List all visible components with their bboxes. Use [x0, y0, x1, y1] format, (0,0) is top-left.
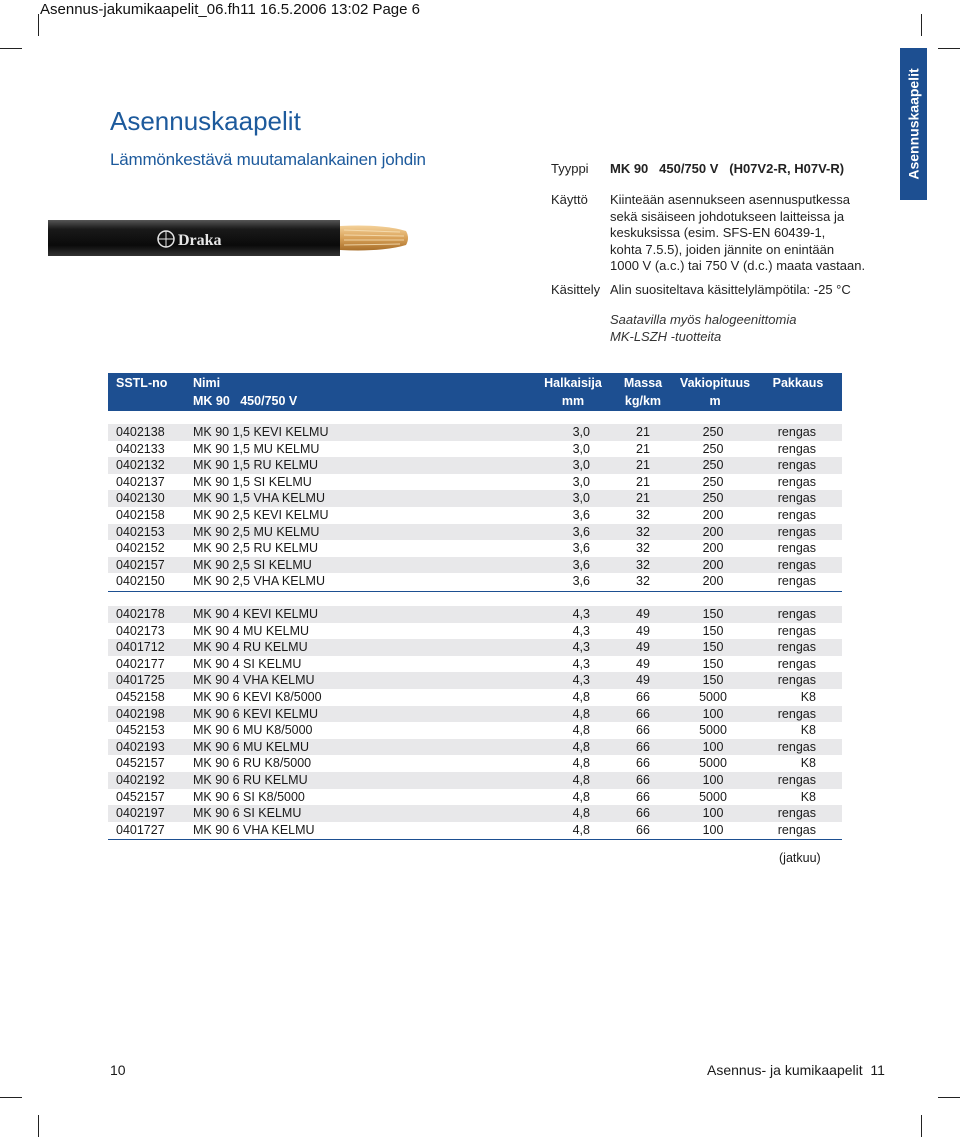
table-cell: MK 90 4 KEVI KELMU [193, 607, 319, 621]
table-row [108, 623, 842, 640]
table-cell: MK 90 1,5 RU KELMU [193, 458, 319, 473]
tyyppi-label: Tyyppi [551, 161, 589, 176]
table-cell: rengas [777, 441, 816, 456]
table-cell: 49 [636, 640, 650, 655]
crop-mark [38, 14, 39, 36]
table-cell: MK 90 6 RU K8/5000 [193, 756, 312, 771]
table-cell: 3,6 [572, 574, 590, 589]
table-cell: 150 [702, 656, 724, 671]
table-cell: 250 [702, 491, 724, 506]
page-number: 10 [110, 1062, 126, 1078]
table-cell: 0402198 [116, 706, 165, 721]
header-diameter-unit: mm [561, 394, 585, 408]
table-cell: 4,8 [572, 756, 590, 771]
table-cell: 3,6 [572, 541, 590, 556]
table-cell: 21 [636, 491, 650, 506]
table-cell: MK 90 4 SI KELMU [193, 656, 302, 671]
table-cell: 5000 [699, 690, 727, 704]
table-cell: 3,6 [572, 508, 590, 522]
printer-slug: Asennus-jakumikaapelit_06.fh11 16.5.2006 13:02 Page 6 [40, 1, 421, 18]
header-name: Nimi [193, 376, 221, 390]
header-code: SSTL-no [116, 376, 168, 390]
table-cell: 21 [636, 425, 650, 439]
table-row [108, 424, 842, 441]
table-row [108, 755, 842, 772]
cable-image [48, 218, 410, 258]
crop-mark [921, 14, 922, 36]
table-cell: 32 [636, 557, 650, 572]
table-cell: 3,0 [572, 491, 590, 506]
group-divider [108, 839, 842, 840]
table-cell: 150 [702, 623, 724, 638]
table-cell: 200 [702, 541, 724, 556]
table-cell: 66 [636, 706, 650, 721]
table-row [108, 722, 842, 739]
table-cell: MK 90 1,5 SI KELMU [193, 474, 312, 489]
table-cell: 100 [702, 773, 724, 787]
table-row [108, 507, 842, 524]
table-cell: 4,8 [572, 806, 590, 821]
table-cell: 0402150 [116, 574, 165, 589]
table-cell: 100 [702, 739, 724, 754]
table-cell: rengas [777, 822, 816, 837]
section-side-tab [900, 48, 927, 200]
table-row [108, 540, 842, 557]
table-row [108, 557, 842, 574]
header-package: Pakkaus [772, 376, 824, 390]
table-cell: 150 [702, 673, 724, 688]
table-cell: 4,3 [572, 623, 590, 638]
table-cell: 32 [636, 541, 650, 556]
table-cell: 66 [636, 739, 650, 754]
side-tab-label: Asennuskaapelit [905, 68, 922, 180]
table-cell: 4,8 [572, 773, 590, 787]
table-row [108, 805, 842, 822]
table-cell: rengas [777, 806, 816, 821]
table-cell: rengas [777, 508, 816, 522]
table-cell: 100 [702, 806, 724, 821]
table-row [108, 474, 842, 491]
table-row [108, 457, 842, 474]
table-header [108, 373, 842, 411]
table-cell: 0452157 [116, 789, 165, 804]
table-cell: 200 [702, 557, 724, 572]
table-cell: 200 [702, 574, 724, 589]
table-cell: 5000 [699, 789, 727, 804]
kasittely-value: Alin suositeltava käsittelylämpötila: -25 °C [610, 282, 851, 297]
table-cell: MK 90 6 MU K8/5000 [193, 723, 313, 738]
table-cell: 0402178 [116, 607, 165, 621]
table-cell: 0402173 [116, 623, 165, 638]
table-cell: 66 [636, 789, 650, 804]
table-cell: MK 90 2,5 SI KELMU [193, 557, 312, 572]
table-cell: 0402137 [116, 474, 165, 489]
table-row [108, 573, 842, 590]
table-cell: 5000 [699, 756, 727, 771]
table-cell: rengas [777, 773, 816, 787]
table-cell: rengas [777, 656, 816, 671]
table-cell: 3,0 [572, 441, 590, 456]
table-cell: rengas [777, 739, 816, 754]
table-cell: 66 [636, 822, 650, 837]
table-cell: 4,3 [572, 607, 590, 621]
table-cell: 250 [702, 441, 724, 456]
header-mass-unit: kg/km [624, 394, 662, 408]
table-cell: K8 [800, 690, 816, 704]
table-cell: rengas [777, 574, 816, 589]
table-cell: rengas [777, 491, 816, 506]
table-cell: 3,0 [572, 458, 590, 473]
table-cell: 21 [636, 474, 650, 489]
table-cell: rengas [777, 474, 816, 489]
table-cell: 4,8 [572, 739, 590, 754]
table-cell: MK 90 4 MU KELMU [193, 623, 310, 638]
table-row [108, 656, 842, 673]
table-row [108, 606, 842, 623]
page-subtitle: Lämmönkestävä muutamalankainen johdin [110, 150, 426, 169]
table-cell: MK 90 6 MU KELMU [193, 739, 310, 754]
kasittely-label: Käsittely [551, 282, 601, 297]
header-mass: Massa [623, 376, 663, 390]
table-cell: 4,8 [572, 723, 590, 738]
table-cell: 100 [702, 822, 724, 837]
table-cell: MK 90 6 KEVI KELMU [193, 706, 319, 721]
table-cell: 32 [636, 508, 650, 522]
table-cell: 0402138 [116, 425, 165, 439]
tyyppi-value: MK 90 450/750 V (H07V2-R, H07V-R) [610, 161, 845, 176]
availability-note: Saatavilla myös halogeenittomia MK-LSZH -tuotteita [610, 312, 797, 344]
table-cell: 200 [702, 508, 724, 522]
table-cell: rengas [777, 524, 816, 539]
table-cell: 0401725 [116, 673, 165, 688]
kaytto-label: Käyttö [551, 192, 588, 207]
group-divider [108, 591, 842, 592]
table-cell: MK 90 1,5 KEVI KELMU [193, 425, 329, 439]
crop-mark [938, 48, 960, 49]
table-cell: 21 [636, 441, 650, 456]
table-cell: 32 [636, 574, 650, 589]
table-cell: MK 90 2,5 RU KELMU [193, 541, 319, 556]
table-cell: rengas [777, 557, 816, 572]
table-cell: 0452153 [116, 723, 165, 738]
table-cell: MK 90 2,5 MU KELMU [193, 524, 320, 539]
table-row [108, 490, 842, 507]
table-cell: 250 [702, 425, 724, 439]
table-cell: 100 [702, 706, 724, 721]
table-cell: 0402132 [116, 458, 165, 473]
table-row [108, 706, 842, 723]
table-cell: 0401712 [116, 640, 165, 655]
table-row [108, 822, 842, 839]
table-cell: 4,3 [572, 656, 590, 671]
publication-name: Asennus- ja kumikaapelit 11 [707, 1062, 885, 1078]
table-cell: 200 [702, 524, 724, 539]
table-cell: 0402197 [116, 806, 165, 821]
table-cell: K8 [800, 723, 816, 738]
table-cell: 3,0 [572, 474, 590, 489]
header-length: Vakiopituus [679, 376, 751, 390]
table-cell: 0402152 [116, 541, 165, 556]
table-cell: 5000 [699, 723, 727, 738]
table-cell: rengas [777, 458, 816, 473]
table-cell: rengas [777, 425, 816, 439]
table-cell: 3,0 [572, 425, 590, 439]
kaytto-value: Kiinteään asennukseen asennusputkessa sekä sisäiseen johdotukseen laitteissa ja keskuksissa (esim. SFS-EN 60439-1, kohta 7.5.5), joiden jännite on enintään 1000 V (a.c.) tai 750 V (d.c.) maata vastaan. [610, 192, 866, 273]
table-cell: 66 [636, 773, 650, 787]
table-cell: 4,8 [572, 789, 590, 804]
header-name-sub: MK 90 450/750 V [193, 394, 298, 408]
table-cell: 49 [636, 607, 650, 621]
table-cell: rengas [777, 623, 816, 638]
table-cell: rengas [777, 607, 816, 621]
table-cell: K8 [800, 789, 816, 804]
table-cell: 0402153 [116, 524, 165, 539]
table-cell: 0402158 [116, 508, 165, 522]
crop-mark [921, 1115, 922, 1137]
table-cell: MK 90 4 RU KELMU [193, 640, 308, 655]
table-cell: 49 [636, 656, 650, 671]
table-cell: 0402193 [116, 739, 165, 754]
table-cell: MK 90 6 VHA KELMU [193, 822, 315, 837]
table-cell: MK 90 2,5 VHA KELMU [193, 574, 326, 589]
table-cell: rengas [777, 706, 816, 721]
table-cell: 0452158 [116, 690, 165, 704]
table-cell: MK 90 6 SI K8/5000 [193, 789, 305, 804]
table-cell: rengas [777, 541, 816, 556]
table-cell: 4,8 [572, 690, 590, 704]
table-row [108, 739, 842, 756]
table-cell: 0452157 [116, 756, 165, 771]
table-cell: 49 [636, 623, 650, 638]
table-cell: 4,8 [572, 822, 590, 837]
table-cell: 150 [702, 640, 724, 655]
table-cell: rengas [777, 673, 816, 688]
table-cell: 3,6 [572, 557, 590, 572]
table-cell: 0402130 [116, 491, 165, 506]
table-cell: MK 90 6 RU KELMU [193, 773, 308, 787]
table-cell: MK 90 6 KEVI K8/5000 [193, 690, 322, 704]
table-row [108, 772, 842, 789]
header-diameter: Halkaisija [544, 376, 602, 390]
continues-note: (jatkuu) [779, 851, 821, 865]
table-cell: 32 [636, 524, 650, 539]
table-row [108, 672, 842, 689]
cable-brand-label: Draka [178, 232, 222, 249]
page-title: Asennuskaapelit [110, 106, 301, 136]
crop-mark [938, 1097, 960, 1098]
table-cell: rengas [777, 640, 816, 655]
table-cell: 0402157 [116, 557, 165, 572]
table-row [108, 789, 842, 806]
table-cell: 66 [636, 723, 650, 738]
table-cell: 4,3 [572, 673, 590, 688]
crop-mark [38, 1115, 39, 1137]
table-cell: MK 90 6 SI KELMU [193, 806, 302, 821]
table-cell: 66 [636, 806, 650, 821]
table-cell: 21 [636, 458, 650, 473]
table-cell: 0402177 [116, 656, 165, 671]
table-cell: 0402192 [116, 773, 165, 787]
crop-mark [0, 48, 22, 49]
table-cell: 66 [636, 690, 650, 704]
table-row [108, 441, 842, 458]
table-cell: 4,8 [572, 706, 590, 721]
table-cell: 0402133 [116, 441, 165, 456]
table-cell: 66 [636, 756, 650, 771]
table-row [108, 689, 842, 706]
table-cell: MK 90 1,5 VHA KELMU [193, 491, 326, 506]
table-cell: MK 90 4 VHA KELMU [193, 673, 315, 688]
table-cell: 150 [702, 607, 724, 621]
table-cell: 250 [702, 474, 724, 489]
table-cell: MK 90 1,5 MU KELMU [193, 441, 320, 456]
table-cell: K8 [800, 756, 816, 771]
header-length-unit: m [709, 394, 721, 408]
table-row [108, 639, 842, 656]
table-cell: 250 [702, 458, 724, 473]
table-cell: 0401727 [116, 822, 165, 837]
table-cell: 49 [636, 673, 650, 688]
table-row [108, 524, 842, 541]
table-cell: 3,6 [572, 524, 590, 539]
table-cell: 4,3 [572, 640, 590, 655]
table-cell: MK 90 2,5 KEVI KELMU [193, 508, 329, 522]
crop-mark [0, 1097, 22, 1098]
